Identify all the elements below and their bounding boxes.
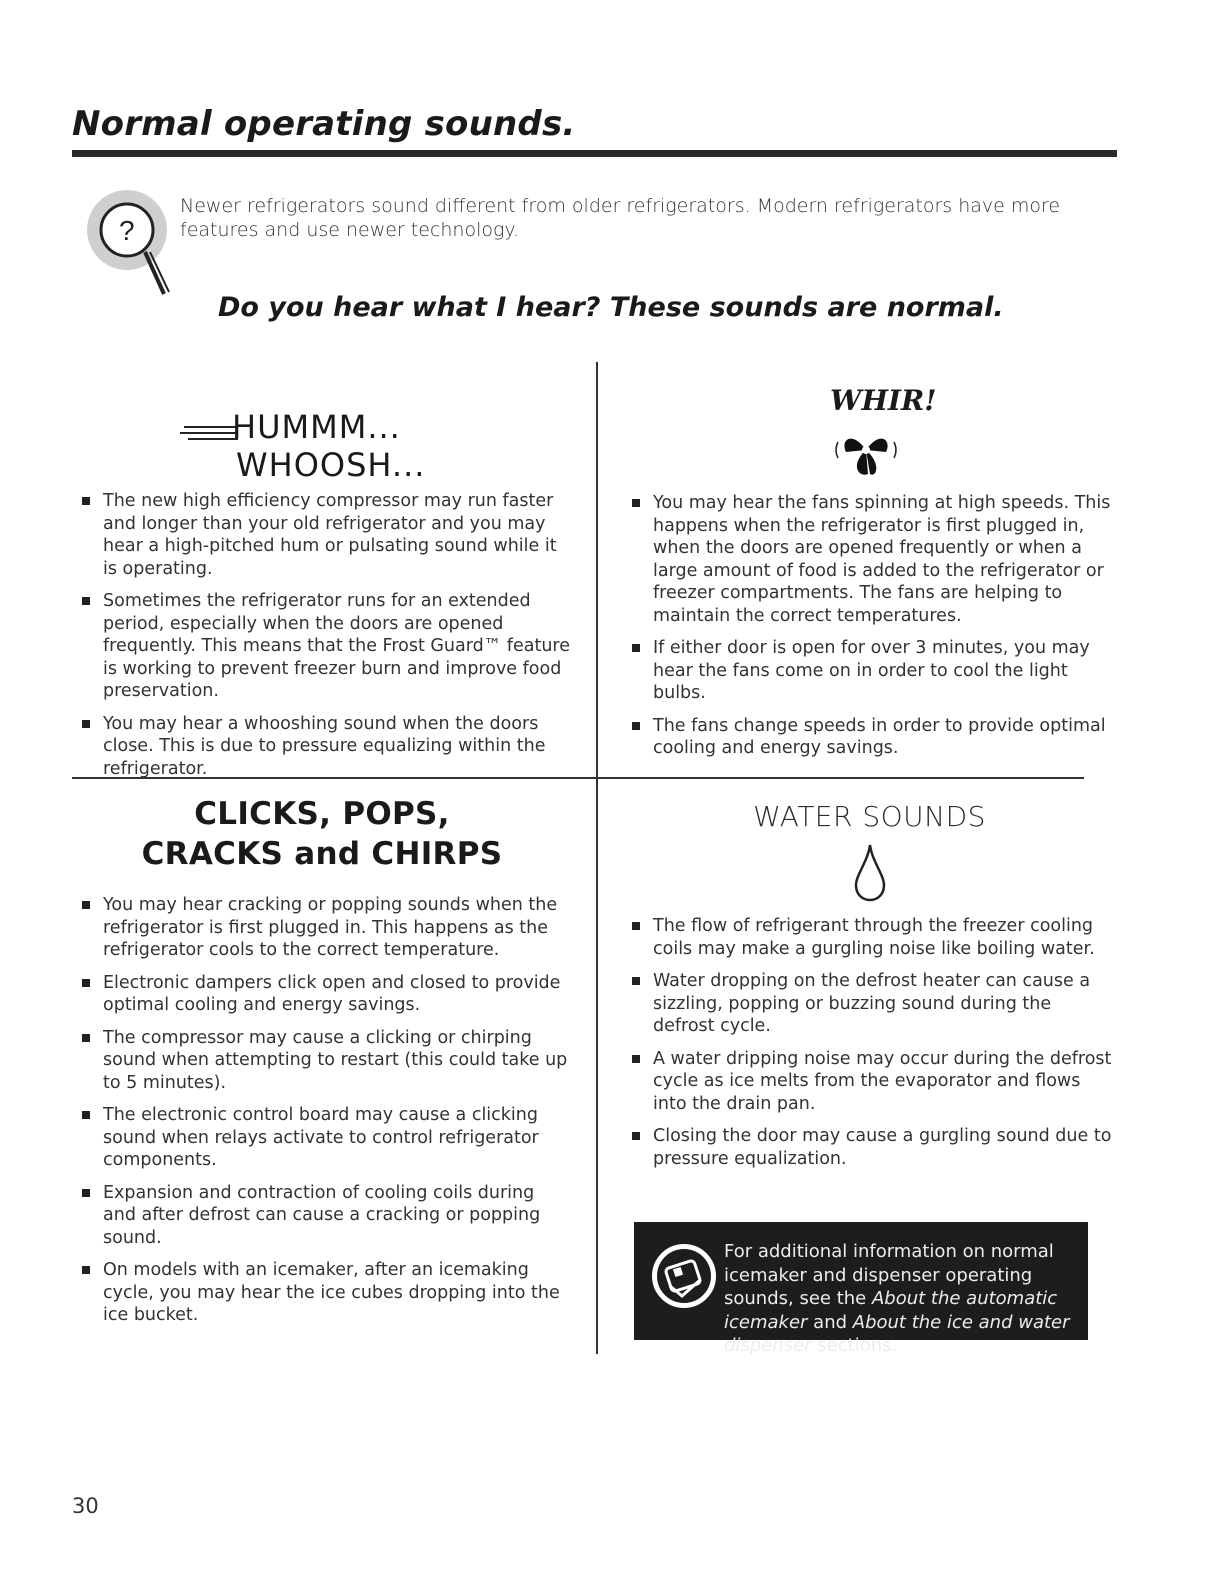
intro-text: Newer refrigerators sound different from older refrigerators. Modern refrigerators have more features and use newer technology. bbox=[180, 195, 1061, 241]
list-item: Water dropping on the defrost heater can cause a sizzling, popping or buzzing sound during the defrost cycle. bbox=[622, 970, 1117, 1038]
water-drop-icon bbox=[850, 841, 890, 903]
water-bullets bbox=[622, 915, 1117, 1170]
clicks-heading-line1: CLICKS, POPS, bbox=[194, 796, 450, 832]
bullet-square bbox=[82, 597, 90, 605]
list-item: On models with an icemaker, after an icemaking cycle, you may hear the ice cubes dropping into the ice bucket. bbox=[72, 1259, 572, 1327]
question-magnifier-icon bbox=[72, 182, 182, 302]
list-item: If either door is open for over 3 minutes, you may hear the fans come on in order to cool the light bulbs. bbox=[622, 637, 1117, 705]
bullet-square bbox=[82, 1034, 90, 1042]
list-item: Sometimes the refrigerator runs for an extended period, especially when the doors are opened frequently. This means that the Frost Guard™ feature is working to prevent freezer burn and improve food preservation. bbox=[72, 590, 572, 703]
list-item: Electronic dampers click open and closed to provide optimal cooling and energy savings. bbox=[72, 972, 572, 1017]
whir-bullets bbox=[622, 492, 1117, 770]
list-item: The fans change speeds in order to provide optimal cooling and energy savings. bbox=[622, 715, 1117, 760]
list-item: The compressor may cause a clicking or chirping sound when attempting to restart (this could take up to 5 minutes). bbox=[72, 1027, 572, 1095]
bullet-square bbox=[82, 1189, 90, 1197]
clicks-heading bbox=[72, 794, 572, 874]
bullet-square bbox=[632, 499, 640, 507]
water-sounds-section bbox=[622, 784, 1117, 1180]
subheading: Do you hear what I hear? These sounds are normal. bbox=[218, 292, 1004, 323]
hum-heading-line1: HUMMM... bbox=[232, 408, 401, 446]
clicks-bullets bbox=[72, 894, 572, 1327]
clicks-heading-line2: CRACKS and CHIRPS bbox=[141, 836, 503, 872]
fan-icon bbox=[832, 420, 900, 480]
info-note-box bbox=[634, 1222, 1088, 1356]
hum-bullets bbox=[72, 490, 572, 790]
bullet-square bbox=[82, 1111, 90, 1119]
note-text: For additional information on normal icemaker and dispenser operating sounds, see the About the automatic icemaker and About the ice and water dispenser sections. bbox=[724, 1241, 1070, 1356]
clicks-section bbox=[72, 784, 572, 1337]
hum-heading bbox=[180, 408, 510, 488]
bullet-square bbox=[632, 922, 640, 930]
ice-dispenser-icon bbox=[648, 1240, 720, 1312]
bullet-square bbox=[632, 977, 640, 985]
motion-lines-icon bbox=[180, 424, 240, 442]
list-item: The new high efficiency compressor may run faster and longer than your old refrigerator and you may hear a high-pitched hum or pulsating sound while it is operating. bbox=[72, 490, 572, 580]
bullet-square bbox=[82, 720, 90, 728]
list-item: You may hear cracking or popping sounds when the refrigerator is first plugged in. This happens as the refrigerator cools to the correct temperature. bbox=[72, 894, 572, 962]
page-title: Normal operating sounds. bbox=[72, 104, 576, 144]
whir-heading: WHIR! bbox=[830, 384, 937, 417]
bullet-square bbox=[632, 1055, 640, 1063]
list-item: Expansion and contraction of cooling coils during and after defrost can cause a cracking or popping sound. bbox=[72, 1182, 572, 1250]
bullet-square bbox=[632, 722, 640, 730]
page-number: 30 bbox=[72, 1494, 99, 1518]
icemaker-section-ref: About the automatic icemaker bbox=[724, 1288, 1058, 1333]
bullet-square bbox=[82, 497, 90, 505]
bullet-square bbox=[632, 644, 640, 652]
bullet-square bbox=[82, 1266, 90, 1274]
hum-heading-line2: WHOOSH... bbox=[236, 446, 426, 484]
bullet-square bbox=[82, 901, 90, 909]
list-item: The electronic control board may cause a clicking sound when relays activate to control refrigerator components. bbox=[72, 1104, 572, 1172]
list-item: A water dripping noise may occur during the defrost cycle as ice melts from the evaporator and flows into the drain pan. bbox=[622, 1048, 1117, 1116]
water-heading: WATER SOUNDS bbox=[753, 800, 986, 833]
list-item: You may hear the fans spinning at high speeds. This happens when the refrigerator is first plugged in, when the doors are opened frequently or when a large amount of food is added to the refrigerator or freezer compartments. The fans are helping to maintain the correct temperatures. bbox=[622, 492, 1117, 627]
vertical-divider bbox=[596, 362, 598, 1354]
list-item: The flow of refrigerant through the freezer cooling coils may make a gurgling noise like boiling water. bbox=[622, 915, 1117, 960]
bullet-square bbox=[632, 1132, 640, 1140]
bullet-square bbox=[82, 979, 90, 987]
list-item: You may hear a whooshing sound when the doors close. This is due to pressure equalizing within the refrigerator. bbox=[72, 713, 572, 781]
svg-text:?: ? bbox=[119, 215, 135, 246]
dispenser-section-ref: About the ice and water dispenser bbox=[724, 1311, 1070, 1356]
list-item: Closing the door may cause a gurgling sound due to pressure equalization. bbox=[622, 1125, 1117, 1170]
title-divider bbox=[72, 150, 1117, 157]
